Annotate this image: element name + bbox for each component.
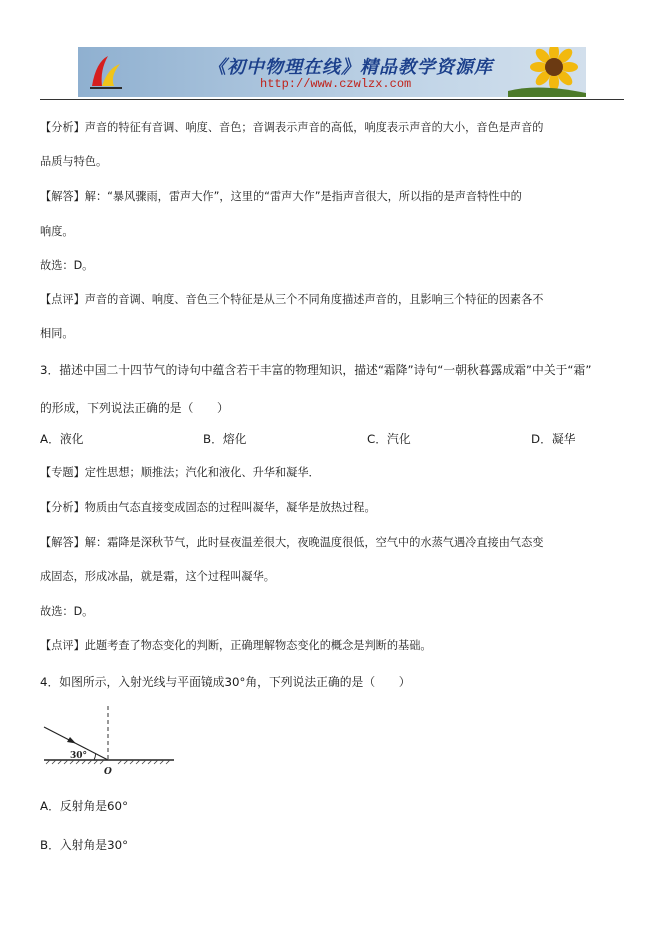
q2-choice: 故选：D。 [40,259,94,272]
q3-stem-line1: 3．描述中国二十四节气的诗句中蕴含若干丰富的物理知识，描述“霜降”诗句“一朝秋暮露成霜”中关于“霜” [40,363,592,377]
q3-analysis: 【分析】物质由气态直接变成固态的过程叫凝华，凝华是放热过程。 [40,501,376,514]
q3-option-b: B．熔化 [203,432,247,446]
q3-answer-line2: 成固态，形成冰晶，就是霜，这个过程叫凝华。 [40,570,275,583]
mirror-reflection-figure [42,700,176,780]
q2-answer-line1: 【解答】解：“暴风骤雨，雷声大作”，这里的“雷声大作”是指声音很大，所以指的是声音特性中的 [40,190,522,203]
angle-arc [94,754,96,761]
banner-url: http://www.czwlzx.com [260,77,412,91]
q3-stem-line2: 的形成，下列说法正确的是（ ） [40,401,229,415]
q3-option-c: C．汽化 [367,432,411,446]
logo-icon [86,52,126,92]
q3-comment: 【点评】此题考查了物态变化的判断，正确理解物态变化的概念是判断的基础。 [40,639,432,652]
q2-answer-line2: 响度。 [40,225,74,238]
point-o-label: O [104,767,112,777]
header-banner [78,47,586,97]
q4-option-a: A．反射角是60° [40,799,128,813]
q4-option-b: B．入射角是30° [40,838,128,852]
q2-comment-line2: 相同。 [40,327,74,340]
q3-answer-line1: 【解答】解：霜降是深秋节气，此时昼夜温差很大，夜晚温度很低，空气中的水蒸气遇冷直接由气态变 [40,536,544,549]
q3-choice: 故选：D。 [40,605,94,618]
angle-label: 30° [70,751,88,761]
ray-arrow-icon [67,737,76,744]
q4-stem: 4．如图所示，入射光线与平面镜成30°角，下列说法正确的是（ ） [40,675,411,689]
q2-comment-line1: 【点评】声音的音调、响度、音色三个特征是从三个不同角度描述声音的，且影响三个特征的因素各不 [40,293,544,306]
q2-analysis-line2: 品质与特色。 [40,155,108,168]
q3-option-d: D．凝华 [531,432,576,446]
header-divider [40,99,624,100]
q3-topic: 【专题】定性思想；顺推法；汽化和液化、升华和凝华． [40,466,320,479]
q2-analysis-line1: 【分析】声音的特征有音调、响度、音色；音调表示声音的高低，响度表示声音的大小，音色是声音的 [40,121,544,134]
sunflower-icon [508,47,586,97]
banner-title: 《初中物理在线》精品教学资源库 [208,57,493,78]
q3-option-a: A．液化 [40,432,84,446]
